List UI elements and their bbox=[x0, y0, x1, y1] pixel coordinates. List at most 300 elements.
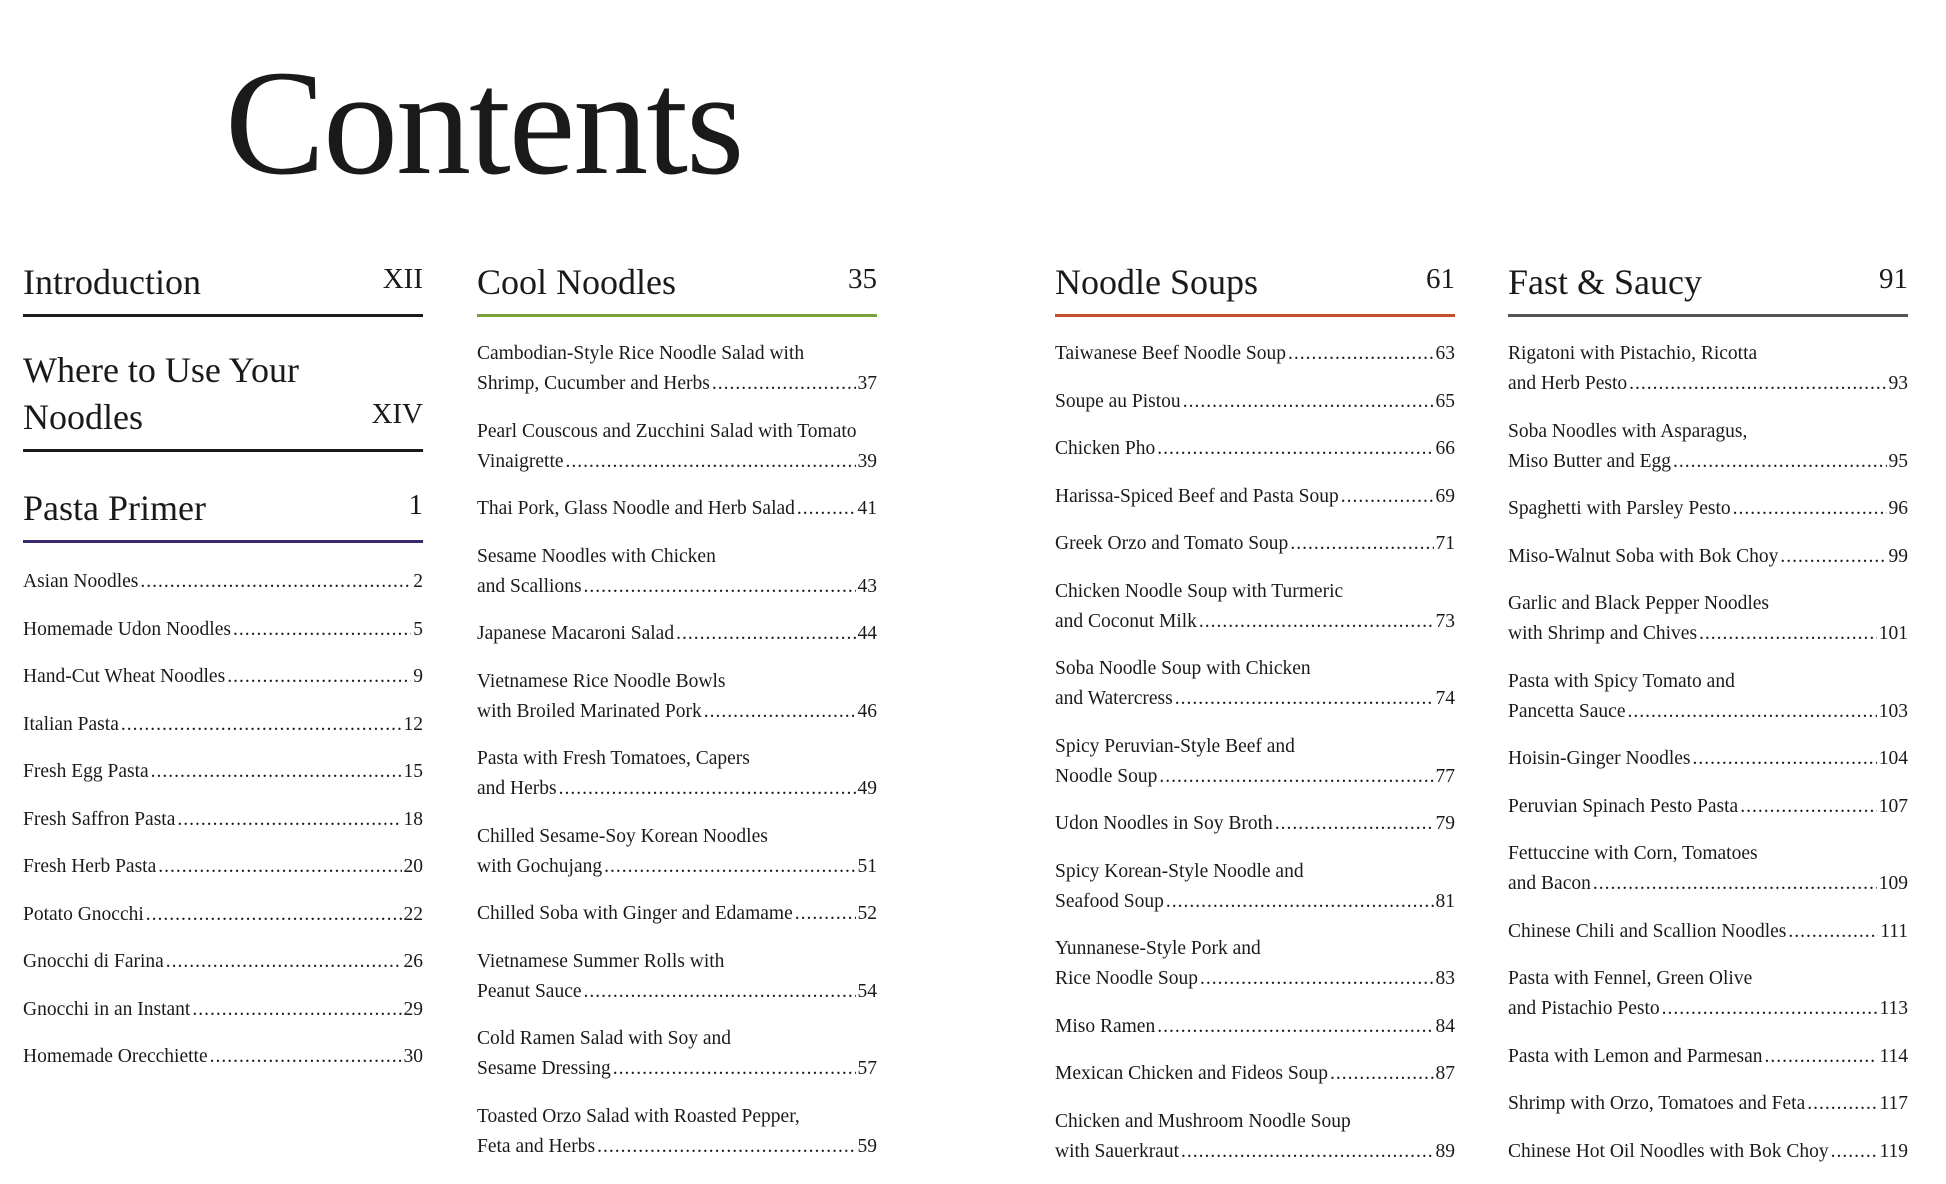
toc-entry[interactable] bbox=[477, 744, 877, 804]
entry-title-line: Pasta with Spicy Tomato and bbox=[1508, 670, 1735, 692]
entry-page-number: 63 bbox=[1435, 343, 1455, 364]
entry-leader-line bbox=[1055, 529, 1455, 559]
entry-page-number: 30 bbox=[403, 1046, 423, 1067]
entry-title: Shrimp, Cucumber and Herbs bbox=[477, 373, 710, 394]
entry-leader-line bbox=[23, 757, 423, 787]
dot-leader bbox=[1199, 607, 1434, 637]
entry-title: Hoisin-Ginger Noodles bbox=[1508, 748, 1691, 769]
entry-page-number: 39 bbox=[857, 450, 877, 472]
toc-entry[interactable] bbox=[1055, 1012, 1455, 1042]
entry-title: and Herbs bbox=[477, 778, 557, 799]
entry-title: Peruvian Spinach Pesto Pasta bbox=[1508, 795, 1739, 817]
entry-title: Chinese Hot Oil Noodles with Bok Choy bbox=[1508, 1140, 1829, 1162]
entry-leader-line bbox=[1055, 339, 1455, 369]
entry-page-number: 95 bbox=[1888, 450, 1908, 472]
entry-title-line: Pasta with Fresh Tomatoes, Capers bbox=[477, 748, 750, 769]
toc-entry[interactable] bbox=[23, 567, 423, 597]
toc-entry[interactable] bbox=[1508, 339, 1908, 399]
section-title-line: Where to Use Your bbox=[23, 350, 299, 390]
entry-title: Greek Orzo and Tomato Soup bbox=[1055, 533, 1289, 554]
dot-leader bbox=[1200, 964, 1434, 994]
dot-leader bbox=[604, 852, 855, 882]
toc-entry[interactable] bbox=[1508, 1042, 1908, 1072]
dot-leader bbox=[192, 995, 401, 1025]
toc-entry[interactable] bbox=[1055, 339, 1455, 369]
entry-title: Gnocchi in an Instant bbox=[23, 998, 191, 1020]
entry-list bbox=[477, 339, 877, 1162]
entry-title-line: Garlic and Black Pepper Noodles bbox=[1508, 593, 1770, 614]
entry-page-number: 71 bbox=[1435, 533, 1455, 554]
dot-leader bbox=[177, 805, 401, 835]
dot-leader bbox=[795, 899, 856, 929]
toc-entry[interactable] bbox=[1508, 417, 1908, 477]
entry-title: Shrimp with Orzo, Tomatoes and Feta bbox=[1508, 1093, 1806, 1114]
dot-leader bbox=[1740, 792, 1877, 822]
entry-page-number: 18 bbox=[403, 808, 423, 830]
toc-entry[interactable] bbox=[1055, 434, 1455, 464]
entry-leader-line bbox=[477, 899, 877, 929]
toc-entry[interactable] bbox=[1055, 577, 1455, 637]
section-heading-noodle-soups[interactable] bbox=[1055, 256, 1455, 317]
entry-page-number: 107 bbox=[1878, 795, 1908, 817]
toc-entry[interactable] bbox=[1508, 964, 1908, 1024]
dot-leader bbox=[1693, 744, 1877, 774]
toc-entry[interactable] bbox=[477, 667, 877, 727]
entry-title: Noodle Soup bbox=[1055, 765, 1158, 787]
entry-page-number: 101 bbox=[1878, 623, 1908, 644]
toc-entry[interactable] bbox=[477, 1024, 877, 1084]
dot-leader bbox=[121, 710, 402, 740]
entry-page-number: 111 bbox=[1880, 920, 1908, 942]
entry-page-number: 99 bbox=[1888, 545, 1908, 567]
entry-page-number: 69 bbox=[1435, 485, 1455, 507]
toc-entry[interactable] bbox=[23, 852, 423, 882]
dot-leader bbox=[227, 662, 411, 692]
entry-leader-line bbox=[477, 1132, 877, 1162]
entry-leader-line bbox=[1508, 792, 1908, 822]
entry-title-line: Cold Ramen Salad with Soy and bbox=[477, 1028, 732, 1049]
section-heading-cool-noodles[interactable] bbox=[477, 256, 877, 317]
entry-title: and Scallions bbox=[477, 575, 582, 597]
entry-leader-line bbox=[1508, 1042, 1908, 1072]
entry-leader-line bbox=[477, 494, 877, 524]
entry-page-number: 66 bbox=[1435, 438, 1455, 459]
entry-leader-line bbox=[1508, 744, 1908, 774]
entry-page-number: 52 bbox=[857, 903, 877, 924]
entry-leader-line bbox=[23, 852, 423, 882]
dot-leader bbox=[613, 1054, 856, 1084]
entry-page-number: 41 bbox=[857, 498, 877, 519]
entry-title-line: Vietnamese Summer Rolls with bbox=[477, 950, 725, 972]
toc-entry[interactable] bbox=[477, 542, 877, 602]
entry-page-number: 37 bbox=[857, 373, 877, 394]
entry-leader-line bbox=[23, 805, 423, 835]
dot-leader bbox=[151, 757, 402, 787]
entry-page-number: 12 bbox=[403, 713, 423, 735]
entry-page-number: 87 bbox=[1435, 1063, 1455, 1084]
entry-title: Gnocchi di Farina bbox=[23, 951, 164, 972]
entry-page-number: 59 bbox=[857, 1135, 877, 1157]
dot-leader bbox=[712, 369, 856, 399]
dot-leader bbox=[597, 1132, 855, 1162]
toc-entry[interactable] bbox=[23, 1042, 423, 1072]
entry-title-line: Cambodian-Style Rice Noodle Salad with bbox=[477, 343, 805, 364]
toc-entry[interactable] bbox=[1508, 1137, 1908, 1167]
entry-leader-line bbox=[1508, 869, 1908, 899]
toc-entry[interactable] bbox=[1508, 494, 1908, 524]
entry-leader-line bbox=[1508, 542, 1908, 572]
toc-entry[interactable] bbox=[1055, 387, 1455, 417]
entry-title: with Gochujang bbox=[477, 855, 603, 877]
dot-leader bbox=[1181, 1137, 1433, 1167]
dot-leader bbox=[584, 572, 856, 602]
dot-leader bbox=[1593, 869, 1877, 899]
toc-entry[interactable] bbox=[1508, 667, 1908, 727]
entry-page-number: 77 bbox=[1435, 765, 1455, 787]
toc-entry[interactable] bbox=[1055, 1059, 1455, 1089]
entry-title: Vinaigrette bbox=[477, 450, 564, 472]
section-title: Cool Noodles bbox=[477, 262, 677, 302]
entry-title: Seafood Soup bbox=[1055, 890, 1164, 912]
toc-entry[interactable] bbox=[1055, 482, 1455, 512]
entry-title: Rice Noodle Soup bbox=[1055, 968, 1198, 989]
entry-page-number: 26 bbox=[403, 951, 423, 972]
dot-leader bbox=[158, 852, 401, 882]
dot-leader bbox=[1831, 1137, 1878, 1167]
section-heading-where-to-use[interactable] bbox=[23, 347, 423, 452]
entry-leader-line bbox=[477, 1054, 877, 1084]
entry-leader-line bbox=[1508, 369, 1908, 399]
entry-leader-line bbox=[1055, 387, 1455, 417]
toc-entry[interactable] bbox=[1508, 1089, 1908, 1119]
dot-leader bbox=[1780, 542, 1886, 572]
entry-leader-line bbox=[1055, 809, 1455, 839]
dot-leader bbox=[1159, 762, 1433, 792]
entry-leader-line bbox=[23, 567, 423, 597]
entry-leader-line bbox=[1508, 994, 1908, 1024]
entry-title-line: Soba Noodles with Asparagus, bbox=[1508, 420, 1748, 442]
entry-title-line: Spicy Peruvian-Style Beef and bbox=[1055, 735, 1295, 757]
dot-leader bbox=[146, 900, 402, 930]
entry-title: and Bacon bbox=[1508, 873, 1591, 894]
dot-leader bbox=[1788, 917, 1878, 947]
section-title: Fast & Saucy bbox=[1508, 262, 1702, 302]
entry-page-number: 54 bbox=[857, 980, 877, 1002]
entry-title: Fresh Saffron Pasta bbox=[23, 808, 176, 830]
entry-leader-line bbox=[477, 774, 877, 804]
contents-column-4 bbox=[1508, 256, 1908, 1184]
dot-leader bbox=[1673, 447, 1886, 477]
section-page-number: XII bbox=[382, 263, 423, 295]
entry-title-line: Spicy Korean-Style Noodle and bbox=[1055, 860, 1304, 882]
entry-title-line: Pearl Couscous and Zucchini Salad with Tomato bbox=[477, 420, 857, 442]
section-title: Noodle Soups bbox=[1055, 262, 1259, 302]
entry-page-number: 49 bbox=[857, 778, 877, 799]
entry-title: Soupe au Pistou bbox=[1055, 390, 1181, 412]
section-title-line: Noodles bbox=[23, 397, 143, 437]
entry-page-number: 15 bbox=[403, 761, 423, 782]
dot-leader bbox=[566, 447, 856, 477]
toc-entry[interactable] bbox=[477, 899, 877, 929]
entry-leader-line bbox=[1055, 482, 1455, 512]
entry-leader-line bbox=[1055, 1012, 1455, 1042]
entry-title: Homemade Orecchiette bbox=[23, 1046, 208, 1067]
dot-leader bbox=[210, 1042, 402, 1072]
entry-leader-line bbox=[1055, 684, 1455, 714]
entry-title: Fresh Herb Pasta bbox=[23, 856, 157, 877]
entry-page-number: 20 bbox=[403, 856, 423, 877]
entry-title: Fresh Egg Pasta bbox=[23, 761, 149, 782]
entry-leader-line bbox=[477, 619, 877, 649]
toc-entry[interactable] bbox=[477, 947, 877, 1007]
dot-leader bbox=[1288, 339, 1434, 369]
toc-entry[interactable] bbox=[477, 417, 877, 477]
entry-title: Harissa-Spiced Beef and Pasta Soup bbox=[1055, 485, 1339, 507]
entry-leader-line bbox=[23, 662, 423, 692]
entry-title: Spaghetti with Parsley Pesto bbox=[1508, 498, 1731, 519]
dot-leader bbox=[1628, 697, 1877, 727]
entry-leader-line bbox=[23, 947, 423, 977]
dot-leader bbox=[1157, 434, 1433, 464]
entry-leader-line bbox=[1508, 1089, 1908, 1119]
section-title bbox=[23, 347, 299, 441]
toc-entry[interactable] bbox=[23, 900, 423, 930]
section-heading-introduction[interactable] bbox=[23, 256, 423, 317]
entry-page-number: 44 bbox=[857, 623, 877, 644]
entry-title: Homemade Udon Noodles bbox=[23, 618, 231, 640]
entry-page-number: 9 bbox=[413, 666, 423, 687]
dot-leader bbox=[1290, 529, 1433, 559]
toc-entry[interactable] bbox=[23, 615, 423, 645]
entry-title-line: Chilled Sesame-Soy Korean Noodles bbox=[477, 825, 768, 847]
entry-leader-line bbox=[477, 572, 877, 602]
entry-title-line: Sesame Noodles with Chicken bbox=[477, 545, 716, 567]
toc-entry[interactable] bbox=[1508, 792, 1908, 822]
toc-entry[interactable] bbox=[1055, 809, 1455, 839]
entry-page-number: 109 bbox=[1878, 873, 1908, 894]
entry-title: Chilled Soba with Ginger and Edamame bbox=[477, 903, 793, 924]
toc-entry[interactable] bbox=[1508, 744, 1908, 774]
entry-leader-line bbox=[477, 852, 877, 882]
entry-title: Italian Pasta bbox=[23, 713, 119, 735]
entry-page-number: 2 bbox=[413, 571, 423, 592]
entry-page-number: 43 bbox=[857, 575, 877, 597]
entry-title: Asian Noodles bbox=[23, 571, 139, 592]
entry-title: and Herb Pesto bbox=[1508, 373, 1628, 394]
section-heading-fast-saucy[interactable] bbox=[1508, 256, 1908, 317]
entry-title: with Broiled Marinated Pork bbox=[477, 700, 702, 722]
dot-leader bbox=[797, 494, 856, 524]
entry-leader-line bbox=[1508, 494, 1908, 524]
dot-leader bbox=[233, 615, 411, 645]
toc-entry[interactable] bbox=[477, 822, 877, 882]
entry-page-number: 119 bbox=[1879, 1140, 1908, 1162]
entry-leader-line bbox=[1508, 447, 1908, 477]
entry-title: Taiwanese Beef Noodle Soup bbox=[1055, 343, 1286, 364]
entry-title-line: Chicken and Mushroom Noodle Soup bbox=[1055, 1110, 1351, 1132]
entry-page-number: 103 bbox=[1878, 700, 1908, 722]
toc-entry[interactable] bbox=[1055, 934, 1455, 994]
toc-entry[interactable] bbox=[23, 995, 423, 1025]
entry-page-number: 57 bbox=[857, 1058, 877, 1079]
dot-leader bbox=[1629, 369, 1886, 399]
toc-entry[interactable] bbox=[23, 947, 423, 977]
entry-title: Hand-Cut Wheat Noodles bbox=[23, 666, 226, 687]
entry-title-line: Fettuccine with Corn, Tomatoes bbox=[1508, 843, 1758, 864]
dot-leader bbox=[1699, 619, 1877, 649]
entry-title: Potato Gnocchi bbox=[23, 903, 144, 925]
entry-leader-line bbox=[1055, 434, 1455, 464]
entry-title: Mexican Chicken and Fideos Soup bbox=[1055, 1063, 1328, 1084]
section-page-number: 61 bbox=[1426, 263, 1455, 295]
entry-title: and Watercress bbox=[1055, 688, 1173, 709]
entry-title: Peanut Sauce bbox=[477, 980, 582, 1002]
entry-title: Thai Pork, Glass Noodle and Herb Salad bbox=[477, 498, 795, 519]
entry-title-line: Chicken Noodle Soup with Turmeric bbox=[1055, 580, 1344, 602]
section-page-number: 91 bbox=[1879, 263, 1908, 295]
entry-page-number: 113 bbox=[1879, 998, 1908, 1019]
entry-title: Pasta with Lemon and Parmesan bbox=[1508, 1045, 1763, 1067]
entry-leader-line bbox=[1508, 619, 1908, 649]
entry-title: Feta and Herbs bbox=[477, 1135, 596, 1157]
entry-page-number: 81 bbox=[1435, 890, 1455, 912]
entry-title-line: Pasta with Fennel, Green Olive bbox=[1508, 968, 1753, 989]
entry-leader-line bbox=[23, 615, 423, 645]
toc-entry[interactable] bbox=[1508, 589, 1908, 649]
entry-title-line: Yunnanese-Style Pork and bbox=[1055, 938, 1261, 959]
entry-title-line: Rigatoni with Pistachio, Ricotta bbox=[1508, 343, 1758, 364]
toc-entry[interactable] bbox=[1508, 839, 1908, 899]
section-page-number: XIV bbox=[371, 398, 423, 430]
toc-entry[interactable] bbox=[1055, 529, 1455, 559]
dot-leader bbox=[1807, 1089, 1877, 1119]
entry-page-number: 51 bbox=[857, 855, 877, 877]
toc-entry[interactable] bbox=[477, 339, 877, 399]
toc-entry[interactable] bbox=[23, 662, 423, 692]
entry-leader-line bbox=[23, 1042, 423, 1072]
dot-leader bbox=[1765, 1042, 1878, 1072]
toc-entry[interactable] bbox=[1055, 654, 1455, 714]
toc-entry[interactable] bbox=[477, 1102, 877, 1162]
entry-list bbox=[1055, 339, 1455, 1167]
entry-title: Chicken Pho bbox=[1055, 438, 1156, 459]
toc-entry[interactable] bbox=[1508, 917, 1908, 947]
entry-title: Sesame Dressing bbox=[477, 1058, 611, 1079]
toc-entry[interactable] bbox=[1055, 732, 1455, 792]
toc-entry[interactable] bbox=[23, 805, 423, 835]
dot-leader bbox=[1341, 482, 1434, 512]
dot-leader bbox=[584, 977, 856, 1007]
entry-list bbox=[23, 567, 423, 1072]
toc-entry[interactable] bbox=[23, 757, 423, 787]
entry-page-number: 29 bbox=[403, 998, 423, 1020]
entry-leader-line bbox=[1055, 607, 1455, 637]
entry-title-line: Toasted Orzo Salad with Roasted Pepper, bbox=[477, 1105, 800, 1127]
entry-title: Miso Butter and Egg bbox=[1508, 450, 1672, 472]
entry-leader-line bbox=[1055, 762, 1455, 792]
entry-title: with Shrimp and Chives bbox=[1508, 623, 1698, 644]
entry-leader-line bbox=[1508, 1137, 1908, 1167]
toc-entry[interactable] bbox=[1055, 857, 1455, 917]
toc-entry[interactable] bbox=[23, 710, 423, 740]
entry-page-number: 5 bbox=[413, 618, 423, 640]
entry-page-number: 79 bbox=[1435, 813, 1455, 834]
entry-leader-line bbox=[1055, 887, 1455, 917]
entry-title: Japanese Macaroni Salad bbox=[477, 623, 675, 644]
section-page-number: 35 bbox=[848, 263, 877, 295]
entry-leader-line bbox=[1055, 964, 1455, 994]
section-heading-pasta-primer[interactable] bbox=[23, 482, 423, 543]
entry-page-number: 84 bbox=[1435, 1015, 1455, 1037]
dot-leader bbox=[1175, 684, 1434, 714]
entry-leader-line bbox=[477, 697, 877, 727]
contents-column-1 bbox=[23, 256, 423, 1090]
entry-leader-line bbox=[23, 710, 423, 740]
dot-leader bbox=[140, 567, 411, 597]
entry-page-number: 114 bbox=[1879, 1045, 1908, 1067]
entry-title: Miso Ramen bbox=[1055, 1015, 1156, 1037]
entry-page-number: 93 bbox=[1888, 373, 1908, 394]
entry-title-line: Vietnamese Rice Noodle Bowls bbox=[477, 670, 726, 692]
entry-title: Chinese Chili and Scallion Noodles bbox=[1508, 920, 1787, 942]
entry-page-number: 117 bbox=[1879, 1093, 1908, 1114]
dot-leader bbox=[1157, 1012, 1433, 1042]
dot-leader bbox=[1330, 1059, 1434, 1089]
dot-leader bbox=[1275, 809, 1434, 839]
entry-title: and Pistachio Pesto bbox=[1508, 998, 1660, 1019]
contents-column-3 bbox=[1055, 256, 1455, 1184]
entry-list bbox=[1508, 339, 1908, 1167]
entry-leader-line bbox=[1508, 917, 1908, 947]
entry-leader-line bbox=[1508, 697, 1908, 727]
entry-title: with Sauerkraut bbox=[1055, 1140, 1180, 1162]
entry-leader-line bbox=[1055, 1137, 1455, 1167]
dot-leader bbox=[1183, 387, 1434, 417]
section-page-number: 1 bbox=[408, 489, 423, 521]
toc-entry[interactable] bbox=[477, 494, 877, 524]
dot-leader bbox=[559, 774, 856, 804]
entry-page-number: 96 bbox=[1888, 498, 1908, 519]
section-title: Introduction bbox=[23, 262, 201, 302]
entry-leader-line bbox=[1055, 1059, 1455, 1089]
entry-title: Pancetta Sauce bbox=[1508, 700, 1626, 722]
entry-leader-line bbox=[477, 977, 877, 1007]
entry-leader-line bbox=[23, 995, 423, 1025]
entry-title-line: Soba Noodle Soup with Chicken bbox=[1055, 658, 1311, 679]
entry-page-number: 22 bbox=[403, 903, 423, 925]
entry-leader-line bbox=[477, 369, 877, 399]
entry-page-number: 65 bbox=[1435, 390, 1455, 412]
dot-leader bbox=[166, 947, 402, 977]
dot-leader bbox=[1166, 887, 1434, 917]
entry-title: Udon Noodles in Soy Broth bbox=[1055, 813, 1273, 834]
entry-leader-line bbox=[23, 900, 423, 930]
entry-page-number: 89 bbox=[1435, 1140, 1455, 1162]
entry-leader-line bbox=[477, 447, 877, 477]
dot-leader bbox=[676, 619, 855, 649]
entry-page-number: 73 bbox=[1435, 610, 1455, 632]
toc-entry[interactable] bbox=[1508, 542, 1908, 572]
dot-leader bbox=[704, 697, 856, 727]
contents-column-2 bbox=[477, 256, 877, 1179]
entry-page-number: 83 bbox=[1435, 968, 1455, 989]
entry-page-number: 104 bbox=[1878, 748, 1908, 769]
toc-entry[interactable] bbox=[477, 619, 877, 649]
dot-leader bbox=[1733, 494, 1887, 524]
dot-leader bbox=[1662, 994, 1878, 1024]
page-title: Contents bbox=[225, 40, 743, 206]
entry-page-number: 46 bbox=[857, 700, 877, 722]
